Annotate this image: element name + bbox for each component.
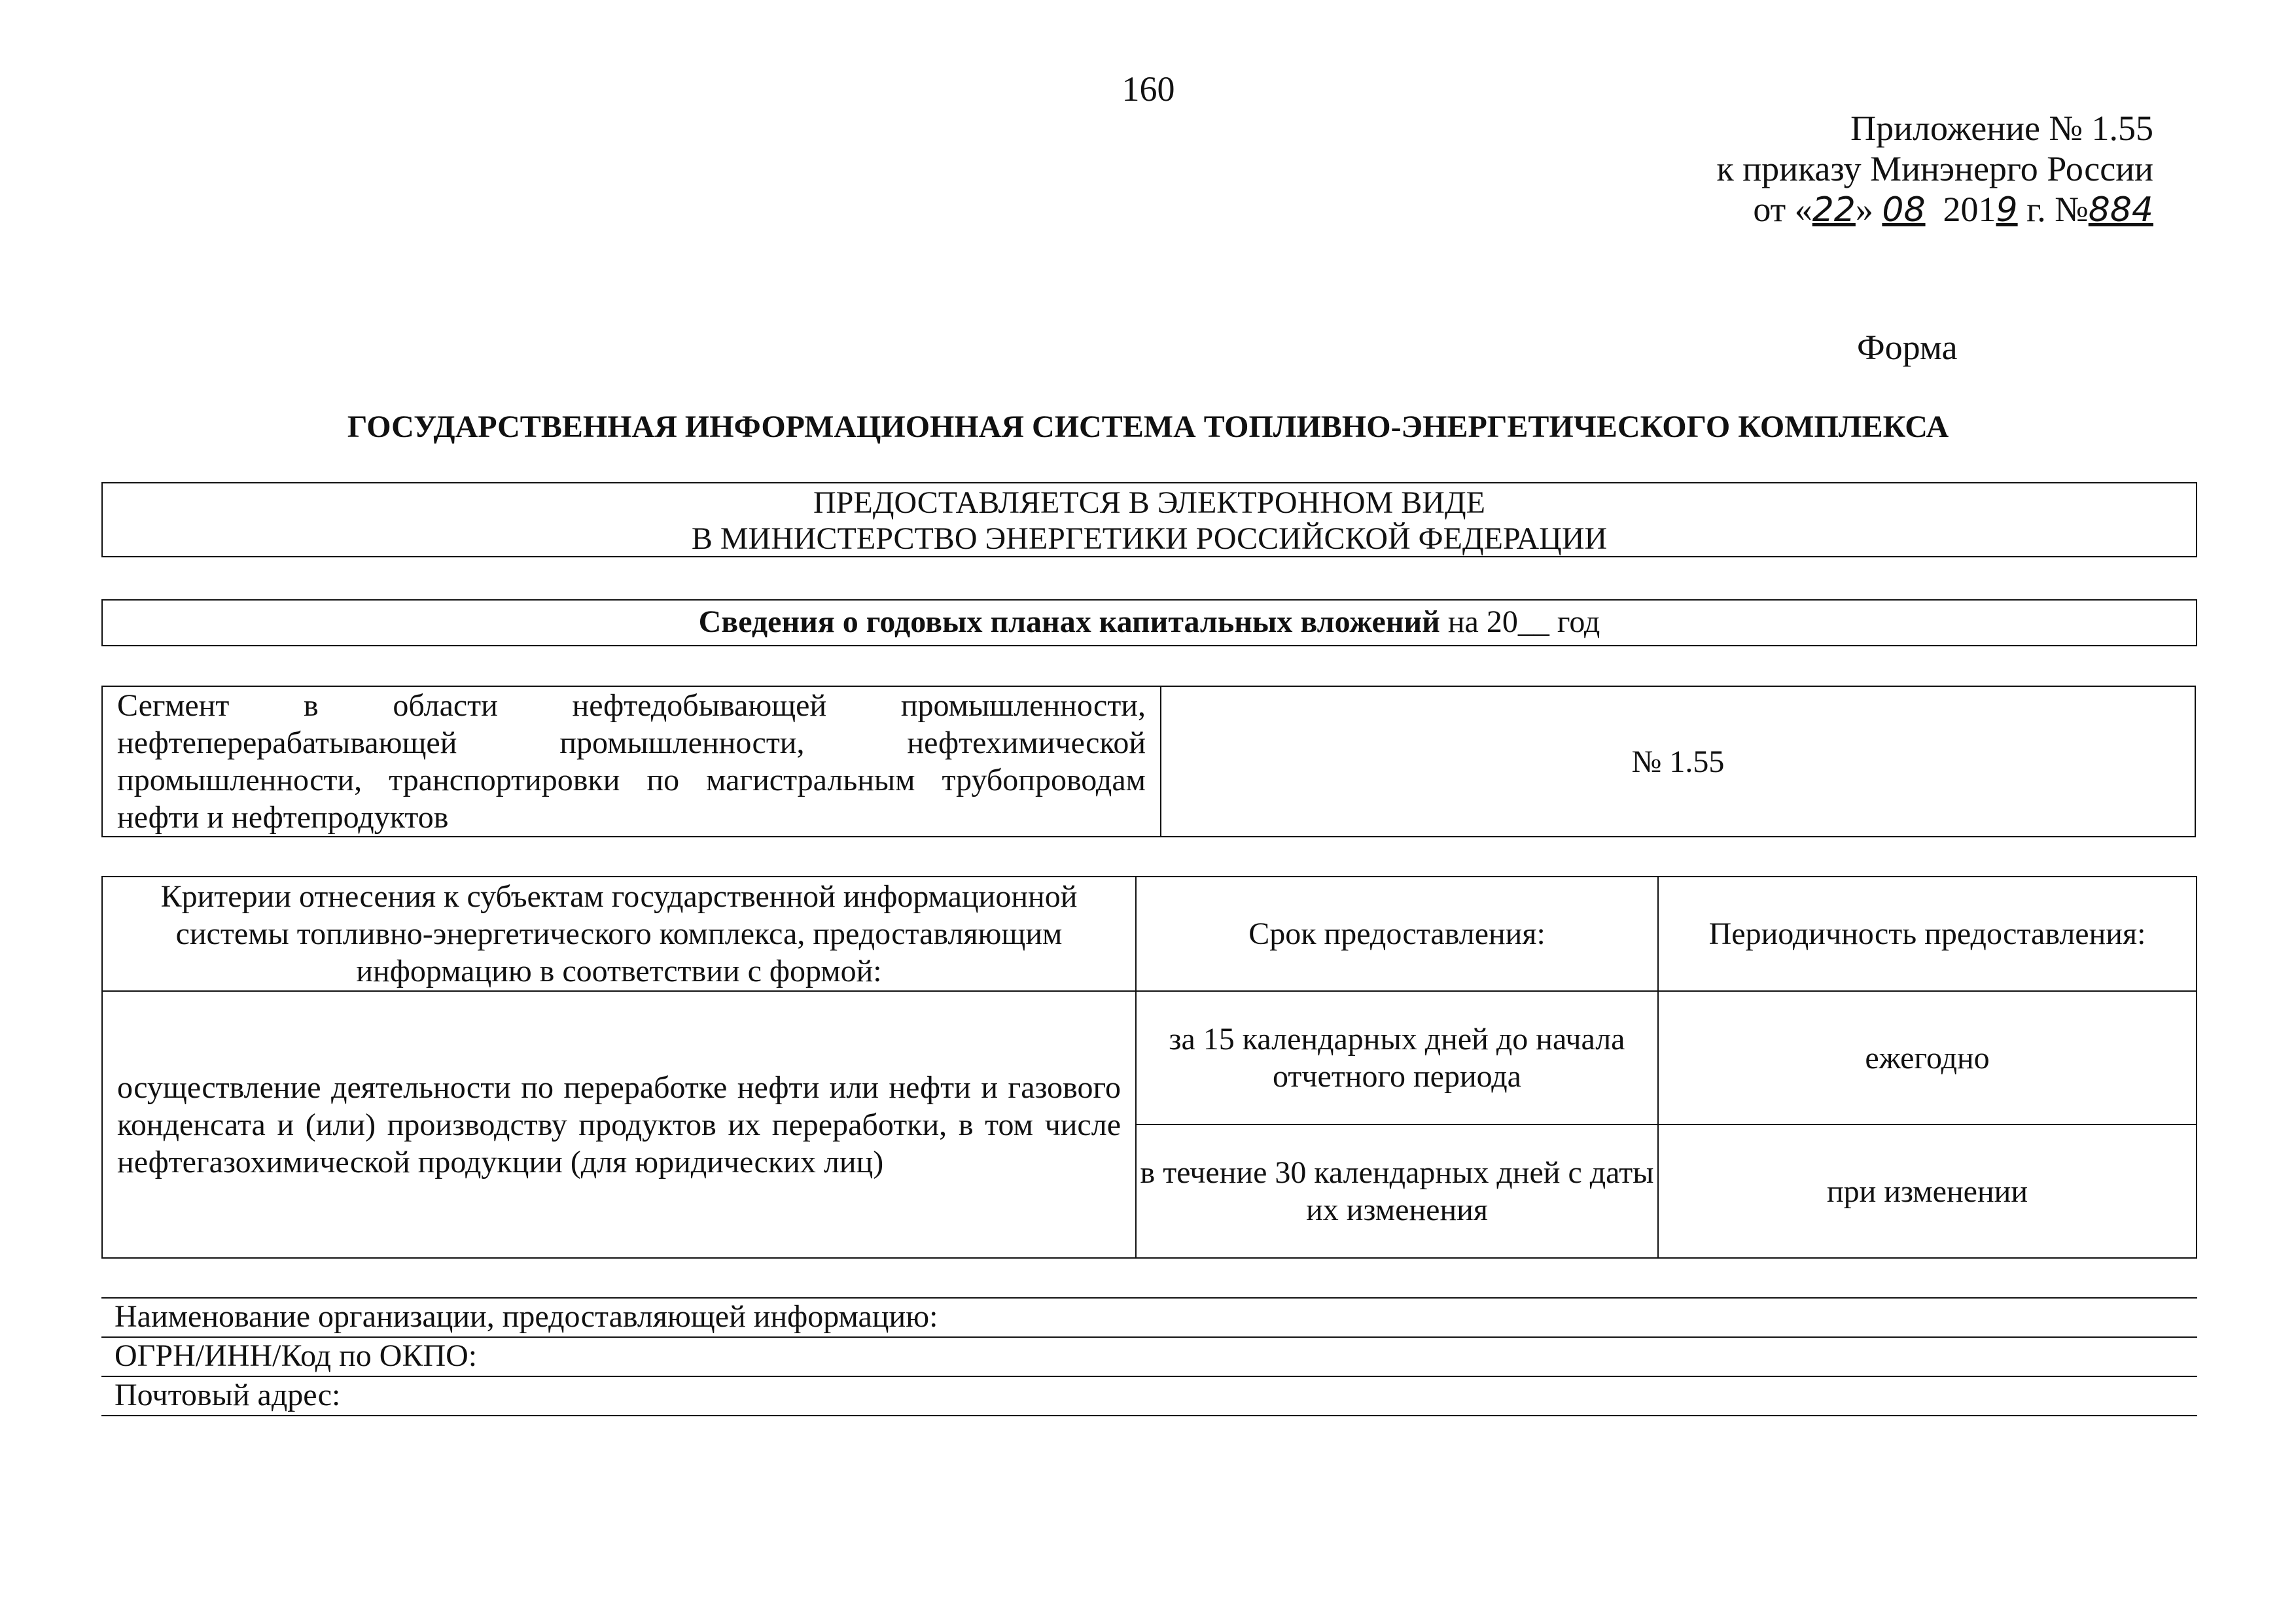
organization-fields: [101, 1297, 2197, 1416]
field-organization-name: Наименование организации, предоставляющей информацию:: [101, 1297, 2197, 1336]
form-number: № 1.55: [1161, 686, 2195, 837]
appendix-order-date: от «22» 08 2019 г. №884: [1753, 190, 2153, 230]
handwritten-day: 22: [1812, 190, 1856, 230]
deadline-cell: в течение 30 календарных дней с даты их изменения: [1136, 1125, 1658, 1258]
header-periodicity: Периодичность предоставления:: [1658, 877, 2197, 991]
submission-line-1: ПРЕДОСТАВЛЯЕТСЯ В ЭЛЕКТРОННОМ ВИДЕ: [813, 485, 1485, 520]
handwritten-month: 08: [1882, 190, 1926, 230]
form-label: Форма: [1857, 328, 1958, 367]
submission-box: [101, 482, 2197, 557]
report-title-year: на 20__ год: [1439, 604, 1600, 639]
handwritten-order-number: 884: [2088, 190, 2153, 230]
report-title-bold: Сведения о годовых планах капитальных вложений: [698, 604, 1440, 639]
page-number: 160: [1122, 69, 1175, 109]
system-title: ГОСУДАРСТВЕННАЯ ИНФОРМАЦИОННАЯ СИСТЕМА ТОПЛИВНО-ЭНЕРГЕТИЧЕСКОГО КОМПЛЕКСА: [347, 410, 1949, 444]
deadline-cell: за 15 календарных дней до начала отчетного периода: [1136, 991, 1658, 1125]
report-title-box: [101, 599, 2197, 646]
segment-table: [101, 686, 2196, 837]
periodicity-cell: ежегодно: [1658, 991, 2197, 1125]
segment-description: Сегмент в области нефтедобывающей промышленности, нефтеперерабатывающей промышленности, нефтехимической промышленности, транспортировки по магистральным трубопроводам нефти и нефтепродуктов: [102, 686, 1161, 837]
submission-line-2: В МИНИСТЕРСТВО ЭНЕРГЕТИКИ РОССИЙСКОЙ ФЕДЕРАЦИИ: [691, 521, 1608, 556]
field-postal-address: Почтовый адрес:: [101, 1376, 2197, 1416]
header-criteria: Критерии отнесения к субъектам государственной информационной системы топливно-энергетического комплекса, предоставляющим информацию в соответствии с формой:: [102, 877, 1136, 991]
handwritten-year-digit: 9: [1996, 190, 2018, 230]
field-ogrn-inn-okpo: ОГРН/ИНН/Код по ОКПО:: [101, 1336, 2197, 1376]
appendix-order-ref: к приказу Минэнерго России: [1716, 149, 2153, 188]
criterion-text: осуществление деятельности по переработке нефти или нефти и газового конденсата и (или) производству продуктов их переработки, в том числе нефтегазохимической продукции (для юридических лиц): [102, 991, 1136, 1258]
appendix-block: [1716, 108, 2153, 230]
criteria-header-row: [102, 877, 2197, 991]
table-row: [102, 991, 2197, 1125]
criteria-table: [101, 876, 2197, 1259]
periodicity-cell: при изменении: [1658, 1125, 2197, 1258]
appendix-number: Приложение № 1.55: [1850, 109, 2153, 148]
header-deadline: Срок предоставления:: [1136, 877, 1658, 991]
